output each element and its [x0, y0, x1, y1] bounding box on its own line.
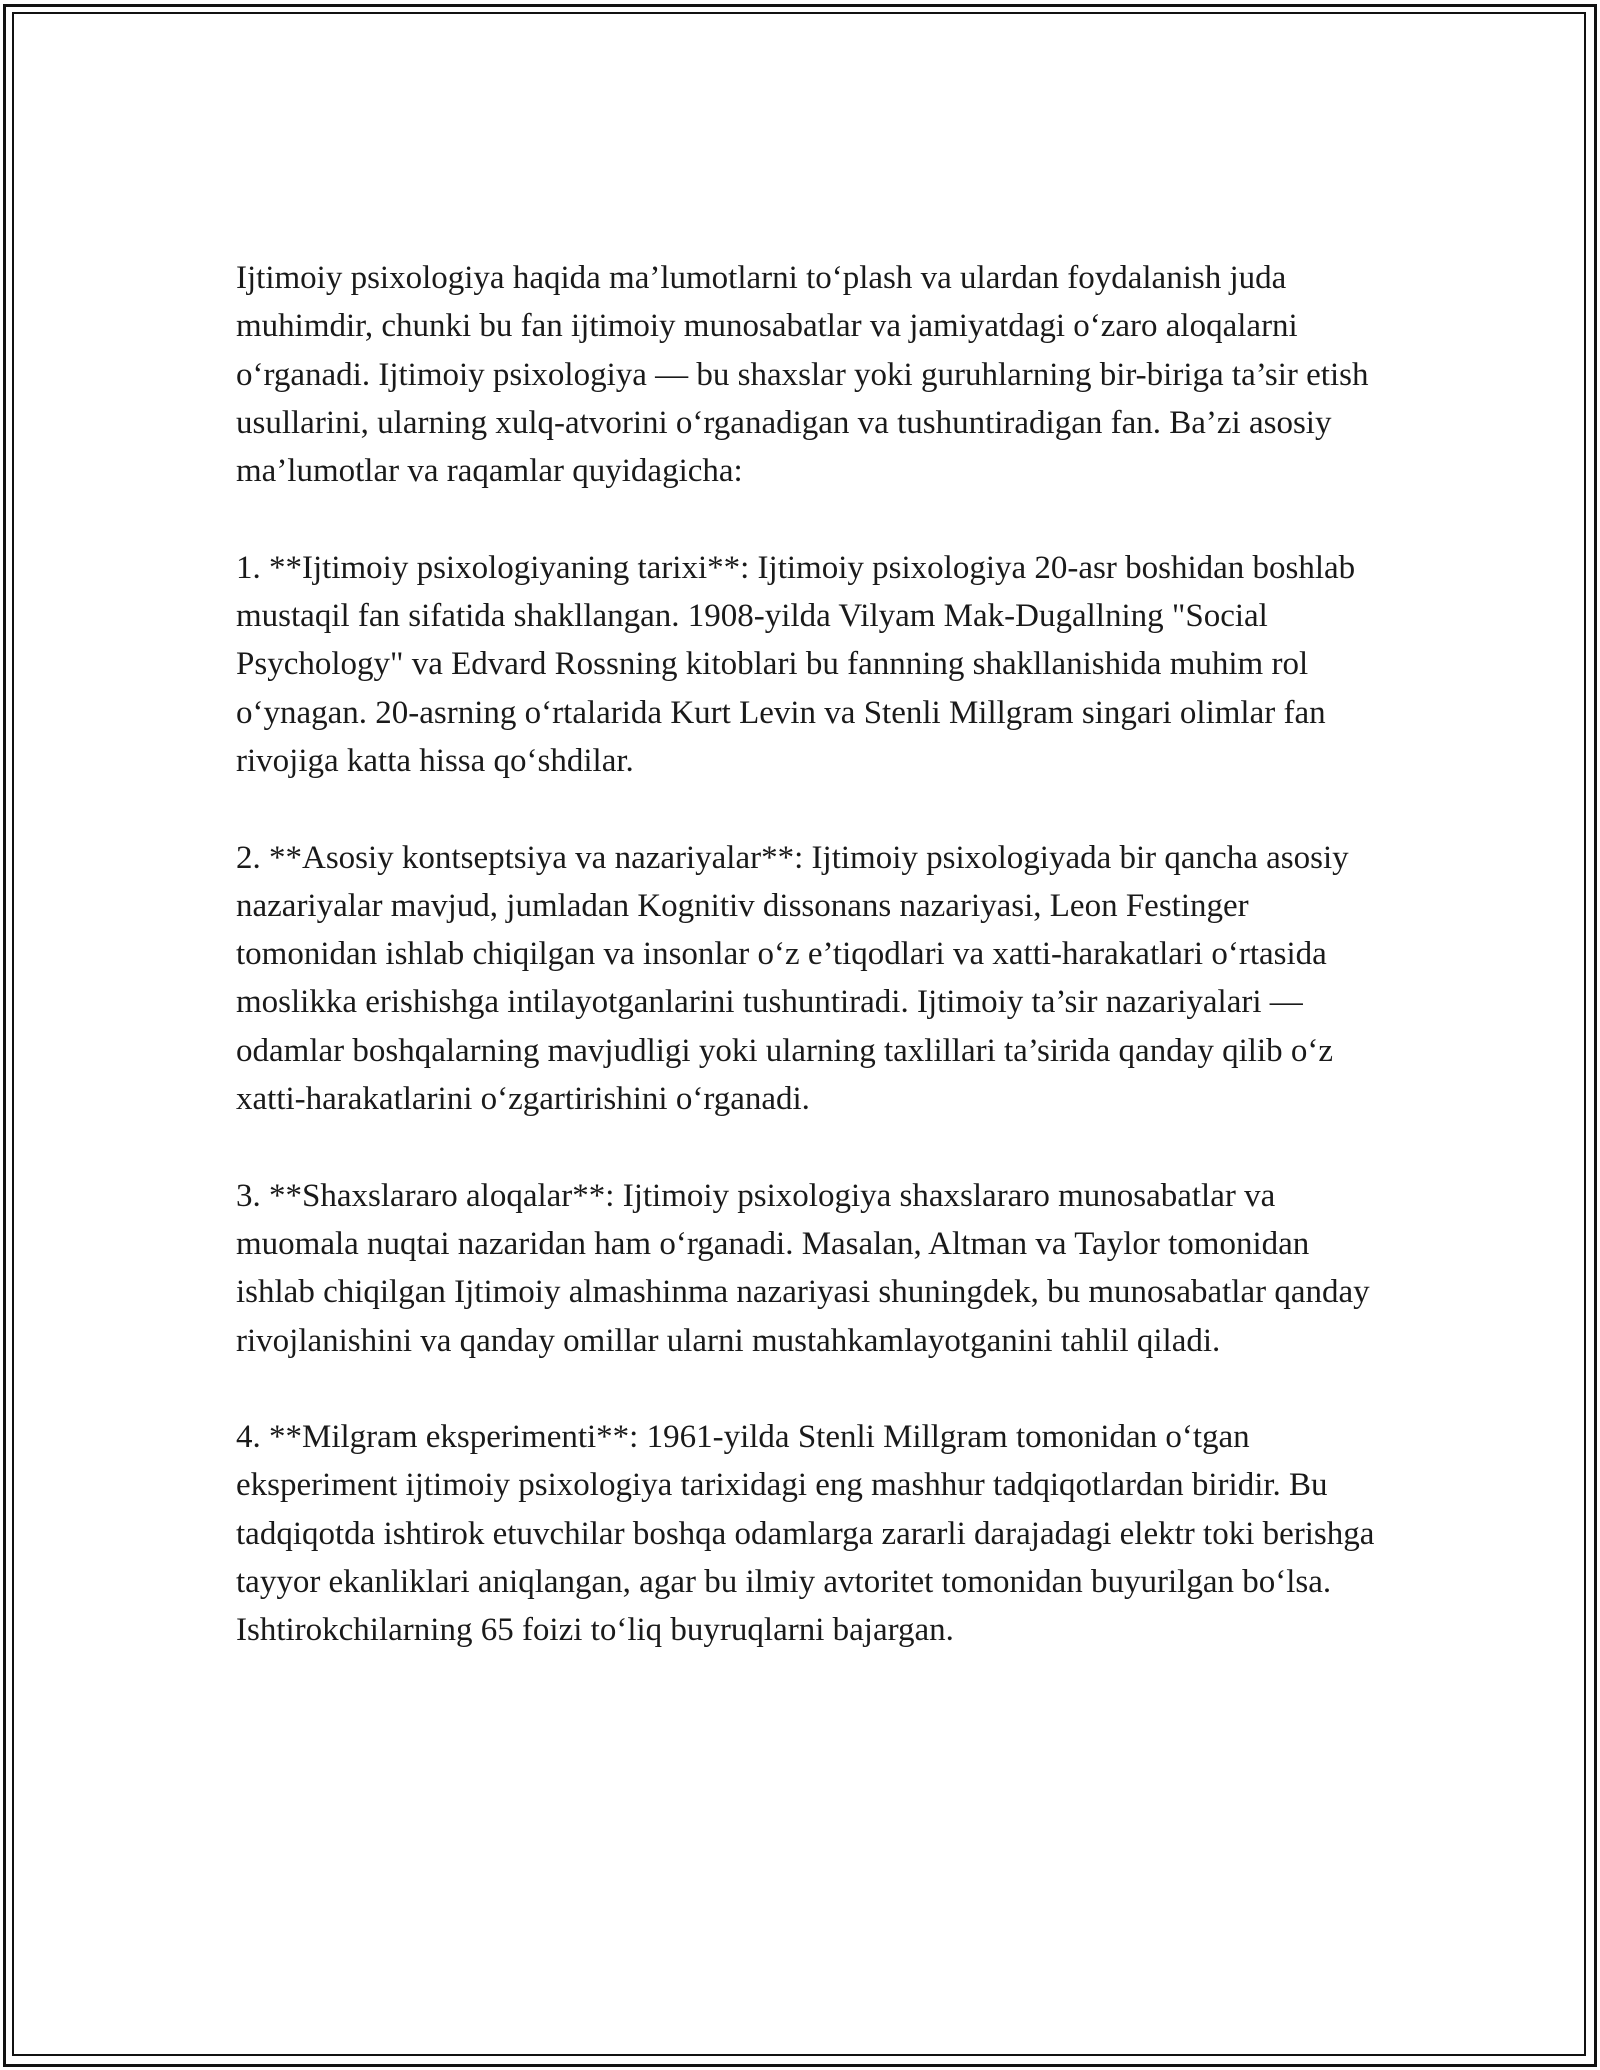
history-paragraph: 1. **Ijtimoiy psixologiyaning tarixi**: Ijtimoiy psixologiya 20-asr boshidan boshlab mustaqil fan sifatida shakllangan. 1908-yilda Vilyam Mak-Dugallning "Social Psychology" va Edvard Rossning kitoblari bu fannning shakllanishida muhim rol o‘ynagan. 20-asrning o‘rtalarida Kurt Levin va Stenli Millgram singari olimlar fan rivojiga katta hissa qo‘shdilar. — [236, 549, 1356, 779]
document-body — [236, 254, 1386, 1655]
milgram-paragraph: 4. **Milgram eksperimenti**: 1961-yilda Stenli Millgram tomonidan o‘tgan eksperiment ijtimoiy psixologiya tarixidagi eng mashhur tadqiqotlardan biridir. Bu tadqiqotda ishtirok etuvchilar boshqa odamlarga zararli darajadagi elektr toki berishga tayyor ekanliklari aniqlangan, agar bu ilmiy avtoritet tomonidan buyurilgan bo‘lsa. Ishtirokchilarning 65 foizi to‘liq buyruqlarni bajargan. — [236, 1419, 1375, 1649]
intro-paragraph: Ijtimoiy psixologiya haqida ma’lumotlarni to‘plash va ulardan foydalanish juda muhimdir, chunki bu fan ijtimoiy munosabatlar va jamiyatdagi o‘zaro aloqalarni o‘rganadi. Ijtimoiy psixologiya — bu shaxslar yoki guruhlarning bir-biriga ta’sir etish usullarini, ularning xulq-atvorini o‘rganadigan va tushuntiradigan fan. Ba’zi asosiy ma’lumotlar va raqamlar quyidagicha: — [236, 260, 1369, 490]
theories-paragraph: 2. **Asosiy kontseptsiya va nazariyalar**: Ijtimoiy psixologiyada bir qancha asosiy nazariyalar mavjud, jumladan Kognitiv dissonans nazariyasi, Leon Festinger tomonidan ishlab chiqilgan va insonlar o‘z e’tiqodlari va xatti-harakatlari o‘rtasida moslikka erishishga intilayotganlarini tushuntiradi. Ijtimoiy ta’sir nazariyalari — odamlar boshqalarning mavjudligi yoki ularning taxlillari ta’sirida qanday qilib o‘z xatti-harakatlarini o‘zgartirishini o‘rganadi. — [236, 839, 1349, 1118]
interpersonal-paragraph: 3. **Shaxslararo aloqalar**: Ijtimoiy psixologiya shaxslararo munosabatlar va muomala nuqtai nazaridan ham o‘rganadi. Masalan, Altman va Taylor tomonidan ishlab chiqilgan Ijtimoiy almashinma nazariyasi shuningdek, bu munosabatlar qanday rivojlanishini va qanday omillar ularni mustahkamlayotganini tahlil qiladi. — [236, 1177, 1370, 1359]
